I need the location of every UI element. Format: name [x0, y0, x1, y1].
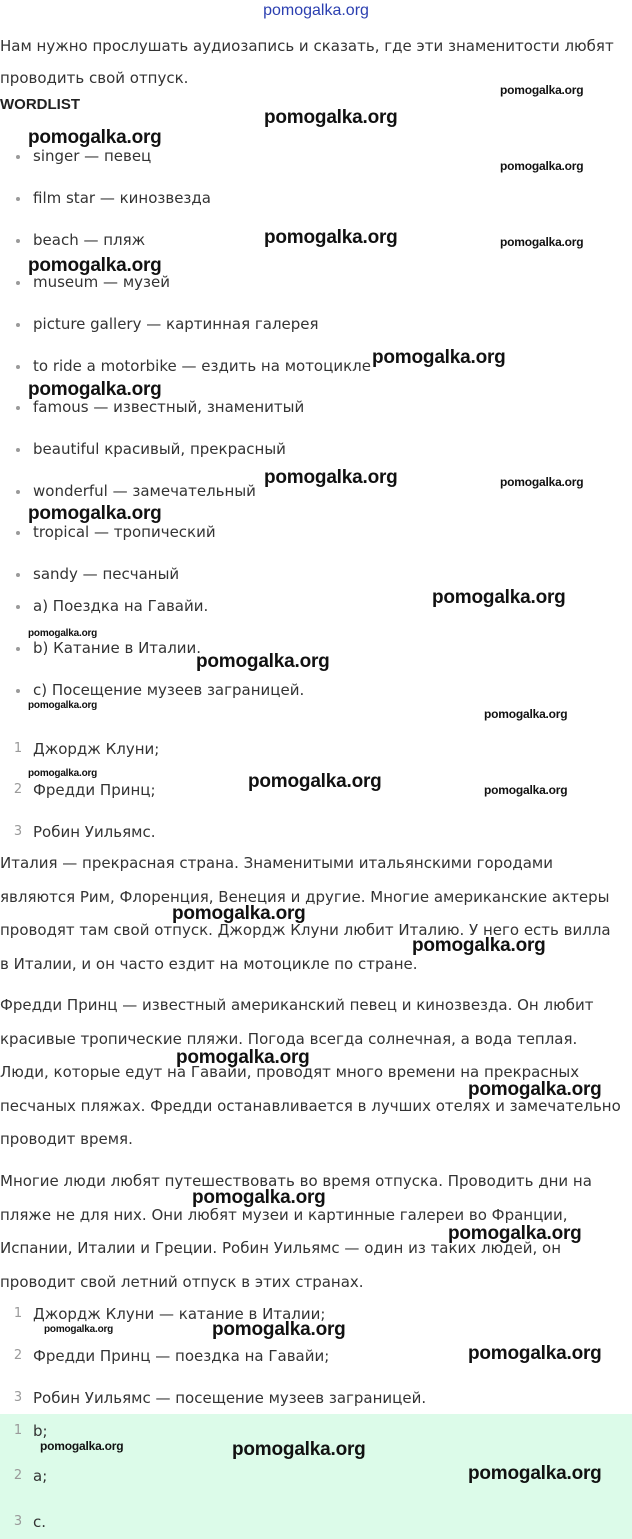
watermark-text: pomogalka.org [500, 235, 584, 249]
watermark-text: pomogalka.org [28, 700, 98, 711]
watermark-text: pomogalka.org [484, 707, 568, 721]
bullet-dot [16, 605, 20, 609]
watermark-text: pomogalka.org [468, 1463, 602, 1484]
watermark-text: pomogalka.org [28, 768, 98, 779]
wordlist-heading: WORDLIST [0, 96, 80, 113]
watermark-text: pomogalka.org [500, 475, 584, 489]
watermark-text: pomogalka.org [412, 935, 546, 956]
watermark-text: pomogalka.org [192, 1187, 326, 1208]
bullet-dot [16, 197, 20, 201]
bullet-dot [16, 573, 20, 577]
bullet-dot [16, 531, 20, 535]
bullet-dot [16, 155, 20, 159]
watermark-text: pomogalka.org [196, 651, 330, 672]
bullet-dot [16, 281, 20, 285]
watermark-text: pomogalka.org [264, 227, 398, 248]
watermark-text: pomogalka.org [28, 255, 162, 276]
watermark-text: pomogalka.org [176, 1047, 310, 1068]
bullet-dot [16, 448, 20, 452]
watermark-text: pomogalka.org [432, 587, 566, 608]
transcript-paragraph: Италия — прекрасная страна. Знаменитыми итальянскими городами являются Рим, Флоренция, Венеция и другие. Многие американские актеры проводят там свой отпуск. Джордж Клуни любит Италию. У него есть вилла в Италии, и он часто ездит на мотоцикле по стране. [0, 854, 611, 973]
watermark-text: pomogalka.org [172, 903, 306, 924]
transcript-paragraph: Фредди Принц — известный американский певец и кинозвезда. Он любит красивые тропические пляжи. Погода всегда солнечная, а вода теплая. Люди, которые едут на Гавайи, проводят много времени на прекрасных песчаных пляжах. Фредди останавливается в лучших отелях и замечательно проводит время. [0, 996, 621, 1148]
bullet-dot [16, 406, 20, 410]
watermark-text: pomogalka.org [28, 127, 162, 148]
watermark-text: pomogalka.org [40, 1439, 124, 1453]
bullet-dot [16, 689, 20, 693]
transcript-paragraph: Многие люди любят путешествовать во время отпуска. Проводить дни на пляже не для них. Они любят музеи и картинные галереи во Франции, Испании, Италии и Греции. Робин Уильямс — один из таких людей, он проводит свой летний отпуск в этих странах. [0, 1172, 592, 1291]
bullet-dot [16, 323, 20, 327]
site-watermark-top: pomogalka.org [263, 2, 369, 19]
watermark-text: pomogalka.org [28, 503, 162, 524]
watermark-text: pomogalka.org [372, 347, 506, 368]
watermark-text: pomogalka.org [264, 107, 398, 128]
watermark-text: pomogalka.org [468, 1343, 602, 1364]
watermark-text: pomogalka.org [468, 1079, 602, 1100]
bullet-dot [16, 647, 20, 651]
watermark-text: pomogalka.org [212, 1319, 346, 1340]
task-instruction: Нам нужно прослушать аудиозапись и сказать, где эти знаменитости любят проводить свой отпуск. [0, 37, 614, 87]
watermark-text: pomogalka.org [28, 379, 162, 400]
watermark-text: pomogalka.org [28, 628, 98, 639]
bullet-dot [16, 490, 20, 494]
watermark-text: pomogalka.org [44, 1324, 114, 1335]
watermark-text: pomogalka.org [264, 467, 398, 488]
bullet-dot [16, 239, 20, 243]
watermark-text: pomogalka.org [500, 83, 584, 97]
watermark-text: pomogalka.org [484, 783, 568, 797]
watermark-text: pomogalka.org [448, 1223, 582, 1244]
bullet-dot [16, 365, 20, 369]
watermark-text: pomogalka.org [500, 159, 584, 173]
watermark-text: pomogalka.org [232, 1439, 366, 1460]
watermark-text: pomogalka.org [248, 771, 382, 792]
